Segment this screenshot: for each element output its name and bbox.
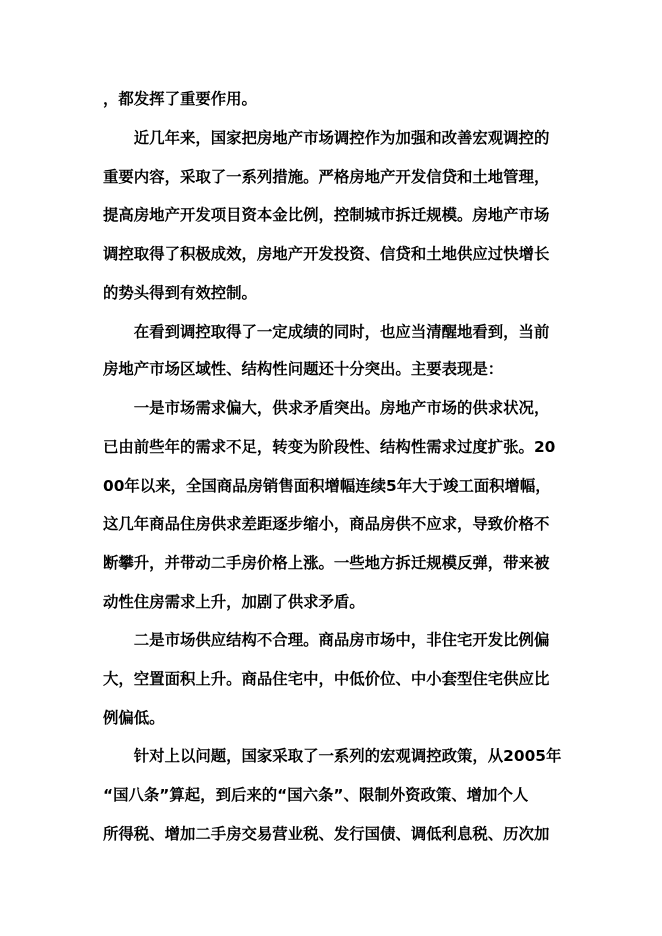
text-line: 重要内容，采取了一系列措施。严格房地产开发信贷和土地管理， [103, 168, 550, 186]
text-line: 例偏低。 [103, 709, 165, 727]
text-line: 断攀升，并带动二手房价格上涨。一些地方拆迁规模反弹，带来被 [103, 554, 550, 572]
text-line: 一是市场需求偏大，供求矛盾突出。房地产市场的供求状况， [103, 399, 550, 417]
text-line: ，都发挥了重要作用。 [103, 90, 257, 108]
text-line: 大，空置面积上升。商品住宅中，中低价位、中小套型住宅供应比 [103, 670, 550, 688]
text-line: 近几年来，国家把房地产市场调控作为加强和改善宏观调控的 [103, 129, 550, 147]
text-line: 在看到调控取得了一定成绩的同时，也应当清醒地看到，当前 [103, 323, 550, 341]
text-line: 调控取得了积极成效，房地产开发投资、信贷和土地供应过快增长 [103, 245, 550, 263]
text-line: 二是市场供应结构不合理。商品房市场中，非住宅开发比例偏 [103, 631, 550, 649]
text-line: 动性住房需求上升，加剧了供求矛盾。 [103, 593, 365, 611]
text-line: 这几年商品住房供求差距逐步缩小，商品房供不应求，导致价格不 [103, 515, 550, 533]
text-line: 已由前些年的需求不足，转变为阶段性、结构性需求过度扩张。20 [103, 438, 556, 456]
text-line: 所得税、增加二手房交易营业税、发行国债、调低利息税、历次加 [103, 825, 550, 843]
text-line: 提高房地产开发项目资本金比例，控制城市拆迁规模。房地产市场 [103, 206, 550, 224]
text-line: 00年以来，全国商品房销售面积增幅连续5年大于竣工面积增幅， [103, 477, 551, 495]
text-line: “国八条”算起，到后来的“国六条”、限制外资政策、增加个人 [103, 786, 529, 804]
text-line: 房地产市场区域性、结构性问题还十分突出。主要表现是： [103, 360, 504, 378]
text-line: 针对上以问题，国家采取了一系列的宏观调控政策，从2005年 [103, 747, 562, 765]
text-line: 的势头得到有效控制。 [103, 284, 257, 302]
